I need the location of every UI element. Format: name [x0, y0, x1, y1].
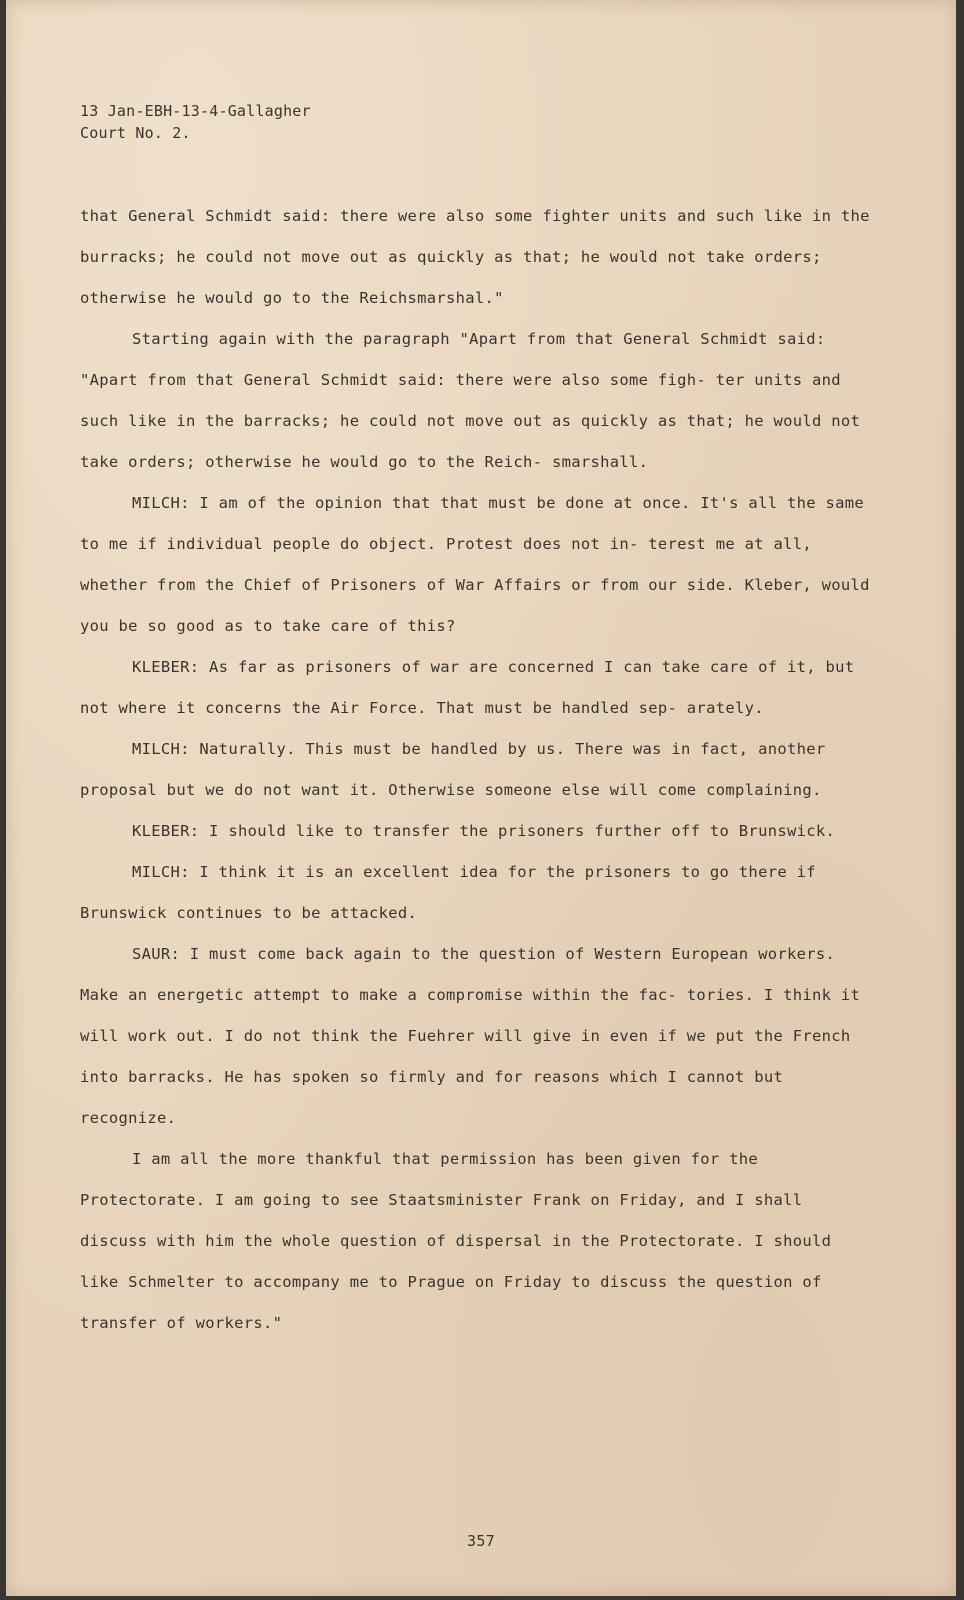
- paragraph-continuation: that General Schmidt said: there were also some fighter units and such like in the burracks; he could not move out as quickly as that; he would not take orders; otherwise he would go to the Reichsmarshal.": [80, 207, 870, 307]
- page-number: 357: [467, 1532, 495, 1550]
- document-header: [80, 100, 311, 144]
- document-page: [6, 0, 956, 1596]
- header-court: Court No. 2.: [80, 124, 191, 142]
- paragraph: MILCH: Naturally. This must be handled by us. There was in fact, another proposal but we do not want it. Otherwise someone else will come complaining.: [80, 740, 826, 799]
- paragraph: Starting again with the paragraph "Apart from that General Schmidt said: "Apart from that General Schmidt said: there were also some figh- ter units and such like in the barracks; he could not move out as quickly as that; he would not take orders; otherwise he would go to the Reich- smarshall.: [80, 330, 861, 471]
- paragraph: I am all the more thankful that permission has been given for the Protectorate. I am going to see Staatsminister Frank on Friday, and I shall discuss with him the whole question of dispersal in the Protectorate. I should like Schmelter to accompany me to Prague on Friday to discuss the question of transfer of workers.": [80, 1150, 832, 1332]
- paragraph: MILCH: I am of the opinion that that must be done at once. It's all the same to me if individual people do object. Protest does not in- terest me at all, whether from the Chief of Prisoners of War Affairs or from our side. Kleber, would you be so good as to take care of this?: [80, 494, 870, 635]
- paragraph: SAUR: I must come back again to the question of Western European workers. Make an energetic attempt to make a compromise within the fac- tories. I think it will work out. I do not think the Fuehrer will give in even if we put the French into barracks. He has spoken so firmly and for reasons which I cannot but recognize.: [80, 945, 861, 1127]
- transcript-body: [80, 196, 870, 1344]
- paragraph: KLEBER: I should like to transfer the prisoners further off to Brunswick.: [132, 822, 836, 840]
- header-reference: 13 Jan-EBH-13-4-Gallagher: [80, 102, 311, 120]
- paragraph: MILCH: I think it is an excellent idea for the prisoners to go there if Brunswick continues to be attacked.: [80, 863, 816, 922]
- paragraph: KLEBER: As far as prisoners of war are concerned I can take care of it, but not where it concerns the Air Force. That must be handled sep- arately.: [80, 658, 855, 717]
